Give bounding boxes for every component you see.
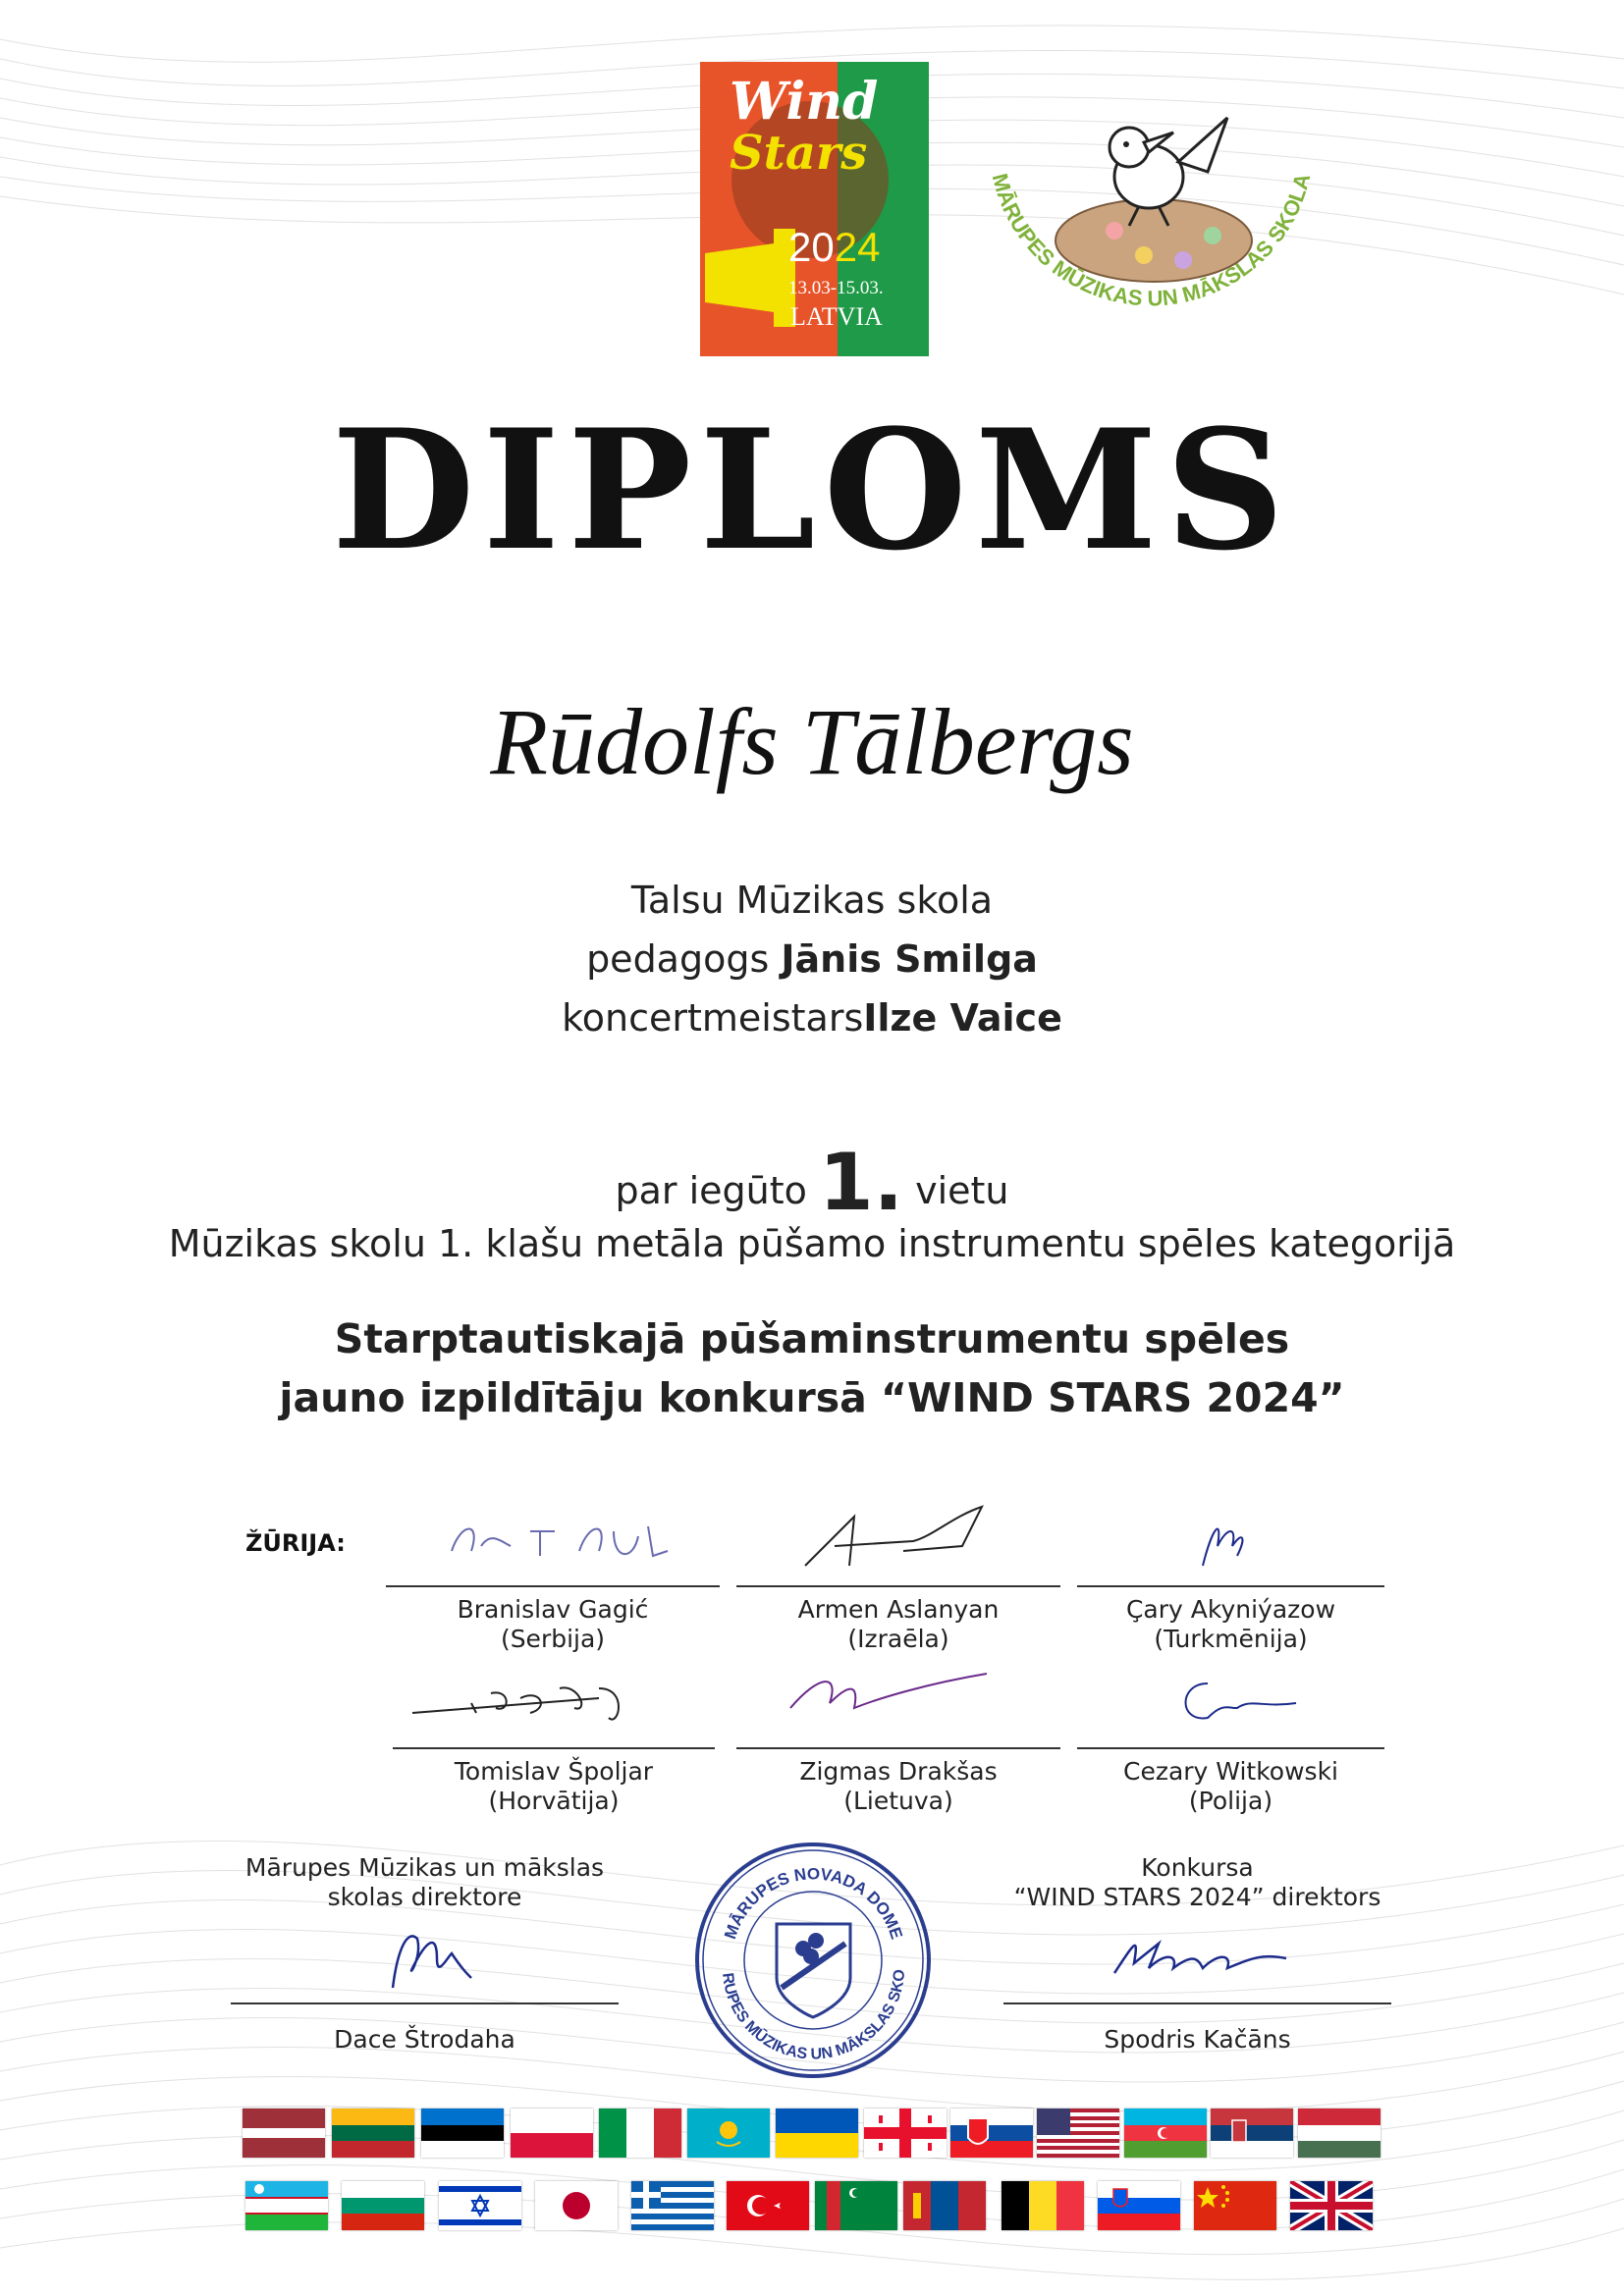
recipient-name: Rūdolfs Tālbergs bbox=[490, 689, 1134, 794]
svg-text:MĀRUPES MŪZIKAS UN MĀKSLAS SKO: MĀRUPES MŪZIKAS UN MĀKSLAS SKOLA bbox=[987, 171, 1316, 311]
diploma-title: DIPLOMS bbox=[331, 393, 1293, 587]
jury-line-2 bbox=[736, 1585, 1060, 1587]
school-logo-ring-text bbox=[977, 103, 1321, 329]
wind-stars-logo bbox=[700, 62, 929, 356]
jury-member-1 bbox=[386, 1595, 720, 1654]
jury-member-name: Cezary Witkowski bbox=[1123, 1757, 1338, 1786]
jury-member-3 bbox=[1077, 1595, 1384, 1654]
jury-line-1 bbox=[386, 1585, 720, 1587]
competition-line1: Starptautiskajā pūšaminstrumentu spēles bbox=[334, 1315, 1290, 1362]
school-director-role bbox=[231, 1853, 619, 1912]
jury-member-country: (Horvātija) bbox=[488, 1787, 620, 1815]
jury-member-country: (Lietuva) bbox=[843, 1787, 953, 1815]
signature-spoljar bbox=[403, 1659, 697, 1728]
teacher-line bbox=[0, 937, 1624, 981]
kazakhstan-flag-icon bbox=[687, 2109, 770, 2158]
united-kingdom-flag-icon bbox=[1290, 2181, 1373, 2230]
competition-line2: jauno izpildītāju konkursā “WIND STARS 2024” bbox=[279, 1374, 1345, 1421]
belgium-flag-icon bbox=[1001, 2181, 1084, 2230]
accompanist-line bbox=[0, 996, 1624, 1040]
turkey-flag-icon bbox=[727, 2181, 809, 2230]
jury-member-country: (Izraēla) bbox=[847, 1625, 949, 1653]
role-line: Mārupes Mūzikas un mākslas bbox=[244, 1853, 605, 1882]
jury-member-2 bbox=[736, 1595, 1060, 1654]
slovenia-flag-icon bbox=[1098, 2181, 1180, 2230]
jury-member-name: Tomislav Špoljar bbox=[454, 1757, 654, 1786]
school-logo bbox=[977, 103, 1321, 329]
school-name: Talsu Mūzikas skola bbox=[630, 879, 994, 922]
italy-flag-icon bbox=[599, 2109, 681, 2158]
israel-flag-icon bbox=[439, 2181, 521, 2230]
jury-label: ŽŪRIJA: bbox=[245, 1529, 346, 1557]
bulgaria-flag-icon bbox=[342, 2181, 424, 2230]
turkmenistan-flag-icon bbox=[815, 2181, 897, 2230]
wind-stars-year: 2024 bbox=[788, 224, 881, 270]
teacher-label: pedagogs bbox=[586, 937, 770, 981]
signature-strodaha bbox=[378, 1919, 486, 1998]
hungary-flag-icon bbox=[1298, 2109, 1380, 2158]
contest-director-line bbox=[1003, 2002, 1391, 2004]
signature-kacans bbox=[1105, 1924, 1301, 1993]
jury-member-name: Branislav Gagić bbox=[457, 1595, 649, 1624]
award-line bbox=[0, 1137, 1624, 1230]
jury-member-country: (Polija) bbox=[1188, 1787, 1273, 1815]
contest-director-name: Spodris Kačāns bbox=[1104, 2025, 1291, 2054]
jury-member-6 bbox=[1077, 1757, 1384, 1816]
lithuania-flag-icon bbox=[332, 2109, 414, 2158]
jury-member-4 bbox=[393, 1757, 715, 1816]
award-prefix: par iegūto bbox=[615, 1169, 807, 1212]
estonia-flag-icon bbox=[421, 2109, 504, 2158]
contest-director-role bbox=[1003, 1853, 1391, 1912]
signature-gagic bbox=[442, 1512, 677, 1571]
signature-akyniyazow bbox=[1193, 1507, 1252, 1575]
serbia-flag-icon bbox=[1211, 2109, 1293, 2158]
teacher-name: Jānis Smilga bbox=[781, 937, 1038, 981]
stamp-seal-icon bbox=[693, 1841, 934, 2081]
role-line: “WIND STARS 2024” direktors bbox=[1013, 1883, 1381, 1911]
award-place: 1. bbox=[818, 1137, 904, 1228]
role-line: Konkursa bbox=[1141, 1853, 1254, 1882]
svg-text:MĀRUPES MŪZIKAS UN MĀKSLAS SKO: RUPES MŪZIKAS UN MĀKSLAS SKO bbox=[719, 1968, 909, 2063]
jury-line-6 bbox=[1077, 1747, 1384, 1749]
signature-witkowski bbox=[1168, 1664, 1306, 1733]
wind-stars-dates: 13.03-15.03. bbox=[788, 278, 884, 298]
signature-draksas bbox=[781, 1664, 997, 1723]
official-stamp bbox=[693, 1841, 934, 2081]
latvia-flag-icon bbox=[243, 2109, 325, 2158]
role-line: skolas direktore bbox=[327, 1883, 522, 1911]
jury-member-name: Armen Aslanyan bbox=[797, 1595, 1000, 1624]
uzbekistan-flag-icon bbox=[245, 2181, 328, 2230]
japan-flag-icon bbox=[535, 2181, 618, 2230]
jury-member-name: Çary Akyniýazow bbox=[1125, 1595, 1336, 1624]
jury-member-country: (Turkmēnija) bbox=[1154, 1625, 1308, 1653]
wind-stars-word1: Wind bbox=[730, 72, 879, 132]
china-flag-icon bbox=[1194, 2181, 1276, 2230]
jury-line-4 bbox=[393, 1747, 715, 1749]
jury-member-country: (Serbija) bbox=[500, 1625, 606, 1653]
svg-text:MĀRUPES NOVADA DOME: MĀRUPES NOVADA DOME bbox=[721, 1864, 906, 1942]
accompanist-name: Ilze Vaice bbox=[863, 996, 1062, 1040]
award-category: Mūzikas skolu 1. klašu metāla pūšamo instrumentu spēles kategorijā bbox=[168, 1222, 1456, 1265]
signature-aslanyan bbox=[795, 1497, 1001, 1575]
georgia-flag-icon bbox=[864, 2109, 947, 2158]
ukraine-flag-icon bbox=[776, 2109, 858, 2158]
jury-member-5 bbox=[736, 1757, 1060, 1816]
school-director-line bbox=[231, 2002, 619, 2004]
wind-stars-word2: Stars bbox=[730, 126, 868, 181]
slovakia-flag-icon bbox=[950, 2109, 1033, 2158]
poland-flag-icon bbox=[511, 2109, 593, 2158]
wind-stars-country: LATVIA bbox=[790, 302, 883, 331]
usa-flag-icon bbox=[1037, 2109, 1119, 2158]
mongolia-flag-icon bbox=[903, 2181, 986, 2230]
jury-line-5 bbox=[736, 1747, 1060, 1749]
school-director-name: Dace Štrodaha bbox=[334, 2025, 515, 2054]
greece-flag-icon bbox=[631, 2181, 714, 2230]
award-suffix: vietu bbox=[915, 1169, 1009, 1212]
accompanist-label: koncertmeistars bbox=[562, 996, 864, 1040]
jury-member-name: Zigmas Drakšas bbox=[799, 1757, 998, 1786]
jury-line-3 bbox=[1077, 1585, 1384, 1587]
azerbaijan-flag-icon bbox=[1124, 2109, 1207, 2158]
